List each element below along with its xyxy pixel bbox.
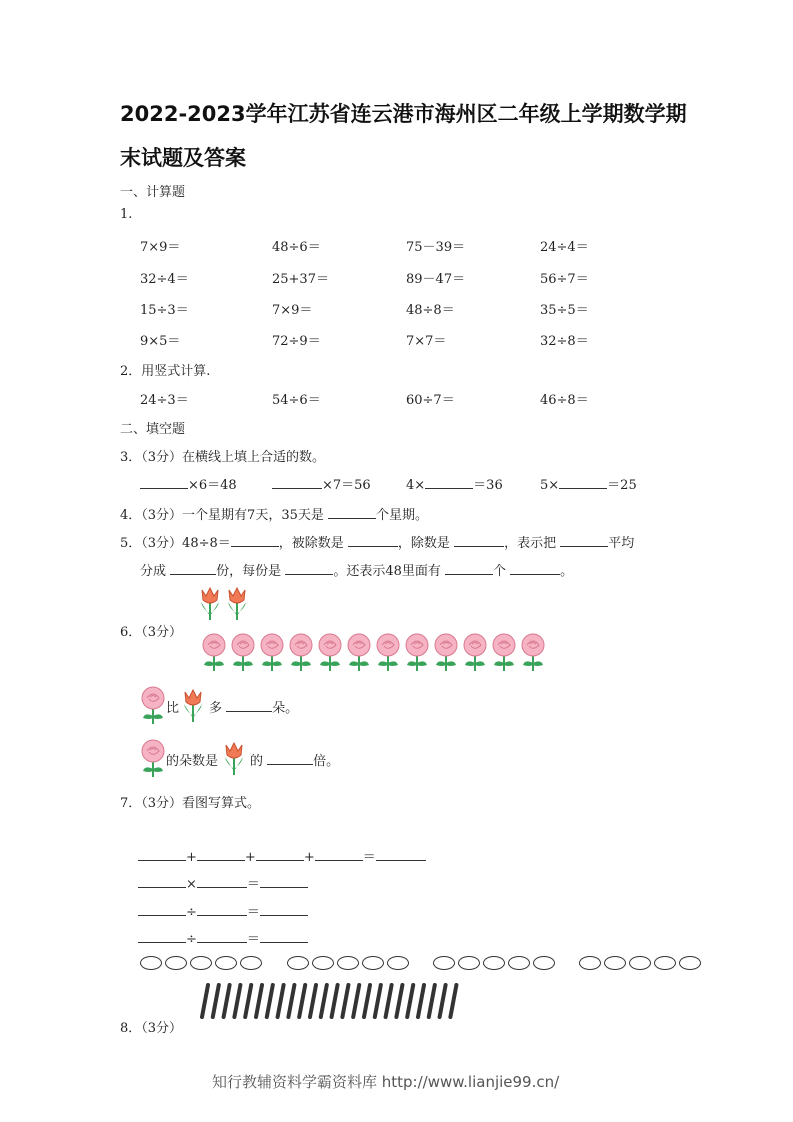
stick-icon — [418, 985, 424, 1017]
stick-icon — [224, 985, 230, 1017]
answer-blank[interactable] — [315, 846, 363, 861]
oval-icon — [337, 956, 359, 970]
q1-item: 7×9＝ — [140, 240, 181, 255]
q1-item: 7×7＝ — [406, 334, 447, 349]
stick-icon — [332, 985, 338, 1017]
q1-item: 75－39＝ — [406, 240, 466, 255]
answer-blank[interactable] — [138, 928, 186, 943]
q4-text-b: 个星期。 — [376, 508, 429, 523]
answer-blank[interactable] — [197, 846, 245, 861]
stick-icon — [364, 985, 370, 1017]
rose-icon — [316, 633, 344, 671]
q6-line1 — [209, 697, 298, 716]
oval-icon — [215, 956, 237, 970]
q2-item: 24÷3＝ — [140, 393, 189, 408]
divide-sign: ÷ — [186, 932, 197, 947]
answer-blank[interactable] — [445, 560, 493, 575]
q1-item: 32÷4＝ — [140, 272, 189, 287]
answer-blank[interactable] — [138, 873, 186, 888]
answer-blank[interactable] — [140, 474, 188, 489]
stick-icon — [202, 985, 208, 1017]
rose-icon — [287, 633, 315, 671]
stick-icon — [321, 985, 327, 1017]
question-6-label: 6．（3分） — [120, 625, 183, 640]
footer-watermark: 知行教辅资料学霸资料库 http://www.lianjie99.cn/ — [212, 1073, 560, 1091]
question-7-label: 7．（3分）看图写算式。 — [120, 796, 261, 811]
q3-part-b: ×7＝56 — [322, 478, 371, 493]
answer-blank[interactable] — [197, 928, 247, 943]
answer-blank[interactable] — [559, 474, 607, 489]
q6-line1-a: 比 — [166, 701, 180, 716]
stick-icon — [375, 985, 381, 1017]
answer-blank[interactable] — [260, 901, 308, 916]
rose-icon — [490, 633, 518, 671]
q3-part-c2: ＝36 — [473, 478, 503, 493]
q3-row — [406, 474, 503, 493]
q1-item: 7×9＝ — [272, 303, 313, 318]
tulip-icon — [198, 586, 224, 622]
q5-text-e: 平均 — [608, 536, 635, 551]
answer-blank[interactable] — [260, 928, 308, 943]
section-heading-calc: 一、计算题 — [120, 185, 186, 200]
stick-icon — [213, 985, 219, 1017]
answer-blank[interactable] — [328, 504, 376, 519]
oval-icon — [679, 956, 701, 970]
q4-text-a: 4．（3分）一个星期有7天，35天是 — [120, 508, 324, 523]
q5-text-j: 。 — [560, 564, 574, 579]
answer-blank[interactable] — [226, 697, 272, 712]
q5-text-i: 个 — [493, 564, 507, 579]
q1-item: 35÷5＝ — [540, 303, 589, 318]
oval-group — [579, 956, 701, 970]
stick-icon — [234, 985, 240, 1017]
oval-icon — [533, 956, 555, 970]
stick-icon — [386, 985, 392, 1017]
rose-icon — [258, 633, 286, 671]
oval-icon — [579, 956, 601, 970]
stick-icon — [396, 985, 402, 1017]
q7-row-addition — [138, 846, 426, 865]
rose-icon — [229, 633, 257, 671]
q1-item: 56÷7＝ — [540, 272, 589, 287]
answer-blank[interactable] — [231, 532, 279, 547]
oval-icon — [240, 956, 262, 970]
rose-icon — [200, 633, 228, 671]
question-8-label: 8．（3分） — [120, 1021, 183, 1036]
oval-icon — [508, 956, 530, 970]
q1-item: 24÷4＝ — [540, 240, 589, 255]
section-heading-fill: 二、填空题 — [120, 422, 186, 437]
question-4 — [120, 504, 428, 523]
stick-icon — [342, 985, 348, 1017]
oval-icon — [387, 956, 409, 970]
answer-blank[interactable] — [138, 901, 186, 916]
q7-row-division-1 — [138, 901, 308, 920]
rose-icon — [461, 633, 489, 671]
q1-item: 32÷8＝ — [540, 334, 589, 349]
q5-text-g: 份，每份是 — [216, 564, 282, 579]
q1-item: 15÷3＝ — [140, 303, 189, 318]
answer-blank[interactable] — [454, 532, 504, 547]
rose-icon — [345, 633, 373, 671]
q7-row-division-2 — [138, 928, 308, 947]
rose-icon — [519, 633, 547, 671]
stick-icon — [288, 985, 294, 1017]
oval-group — [433, 956, 555, 970]
answer-blank[interactable] — [272, 474, 322, 489]
tulip-icon — [181, 688, 207, 724]
q5-text-b: ，被除数是 — [278, 536, 344, 551]
rose-icon — [139, 686, 167, 724]
q2-item: 60÷7＝ — [406, 393, 455, 408]
stick-icon — [256, 985, 262, 1017]
plus-sign: + — [244, 850, 256, 865]
stick-icon — [440, 985, 446, 1017]
q3-row — [540, 474, 637, 493]
q5-text-f: 分成 — [140, 564, 167, 579]
answer-blank[interactable] — [348, 532, 398, 547]
stick-icon — [299, 985, 305, 1017]
answer-blank[interactable] — [510, 560, 560, 575]
q3-part-c1: 4× — [406, 478, 426, 493]
oval-icon — [287, 956, 309, 970]
answer-blank[interactable] — [256, 846, 304, 861]
answer-blank[interactable] — [138, 846, 186, 861]
q3-part-d1: 5× — [540, 478, 560, 493]
q2-item: 46÷8＝ — [540, 393, 589, 408]
rose-icon — [432, 633, 460, 671]
q5-text-d: ，表示把 — [504, 536, 557, 551]
answer-blank[interactable] — [197, 873, 247, 888]
q6-line2-b: 的 — [250, 754, 264, 769]
question-3-label: 3．（3分）在横线上填上合适的数。 — [120, 450, 326, 465]
oval-icon — [433, 956, 455, 970]
plus-sign: + — [303, 850, 315, 865]
stick-icon — [353, 985, 359, 1017]
stick-icon — [429, 985, 435, 1017]
oval-icon — [312, 956, 334, 970]
answer-blank[interactable] — [267, 750, 313, 765]
answer-blank[interactable] — [560, 532, 608, 547]
oval-group — [287, 956, 409, 970]
equals-sign: ＝ — [246, 905, 260, 920]
question-5-line2 — [140, 560, 573, 579]
oval-icon — [190, 956, 212, 970]
equals-sign: ＝ — [246, 877, 260, 892]
oval-icon — [140, 956, 162, 970]
oval-icon — [629, 956, 651, 970]
oval-icon — [604, 956, 626, 970]
rose-icon — [403, 633, 431, 671]
q6-line2 — [250, 750, 339, 769]
question-5-line1 — [120, 532, 634, 551]
divide-sign: ÷ — [186, 905, 197, 920]
oval-icon — [458, 956, 480, 970]
tulip-icon — [222, 741, 248, 777]
stick-icon — [450, 985, 456, 1017]
equals-sign: ＝ — [246, 932, 260, 947]
q3-part-d2: ＝25 — [607, 478, 637, 493]
answer-blank[interactable] — [425, 474, 473, 489]
q5-text-a: 5．（3分）48÷8＝ — [120, 536, 231, 551]
q1-item: 48÷8＝ — [406, 303, 455, 318]
oval-icon — [483, 956, 505, 970]
oval-icon — [654, 956, 676, 970]
stick-icon — [245, 985, 251, 1017]
q5-text-c: ，除数是 — [397, 536, 450, 551]
oval-icon — [362, 956, 384, 970]
question-1-label: 1. — [120, 207, 133, 222]
q3-part-a: ×6＝48 — [188, 478, 237, 493]
q3-row — [272, 474, 371, 493]
q5-text-h: 。还表示48里面有 — [333, 564, 441, 579]
equals-sign: ＝ — [362, 850, 376, 865]
q1-item: 48÷6＝ — [272, 240, 321, 255]
stick-icon — [267, 985, 273, 1017]
page-title-line1: 2022-2023学年江苏省连云港市海州区二年级上学期数学期 — [120, 102, 687, 126]
oval-icon — [165, 956, 187, 970]
times-sign: × — [186, 877, 197, 892]
q2-item: 54÷6＝ — [272, 393, 321, 408]
page-title-line2: 末试题及答案 — [120, 146, 246, 170]
rose-icon — [139, 739, 167, 777]
stick-icon — [407, 985, 413, 1017]
q6-line1-b: 多 — [209, 701, 223, 716]
tulip-icon — [225, 586, 251, 622]
q6-line2-c: 倍。 — [313, 754, 340, 769]
counting-sticks-icon — [196, 982, 466, 1020]
plus-sign: + — [186, 850, 197, 865]
stick-icon — [310, 985, 316, 1017]
q1-item: 89－47＝ — [406, 272, 466, 287]
answer-blank[interactable] — [260, 873, 308, 888]
q3-row — [140, 474, 237, 493]
q1-item: 25+37＝ — [272, 272, 329, 287]
rose-icon — [374, 633, 402, 671]
q6-line1-c: 朵。 — [272, 701, 299, 716]
q1-item: 9×5＝ — [140, 334, 181, 349]
answer-blank[interactable] — [170, 560, 216, 575]
answer-blank[interactable] — [285, 560, 333, 575]
answer-blank[interactable] — [197, 901, 247, 916]
stick-icon — [278, 985, 284, 1017]
q1-item: 72÷9＝ — [272, 334, 321, 349]
q6-line2-a: 的朵数是 — [166, 754, 219, 769]
question-2-label: 2．用竖式计算. — [120, 364, 211, 379]
q7-row-multiplication — [138, 873, 308, 892]
answer-blank[interactable] — [376, 846, 426, 861]
oval-group — [140, 956, 262, 970]
